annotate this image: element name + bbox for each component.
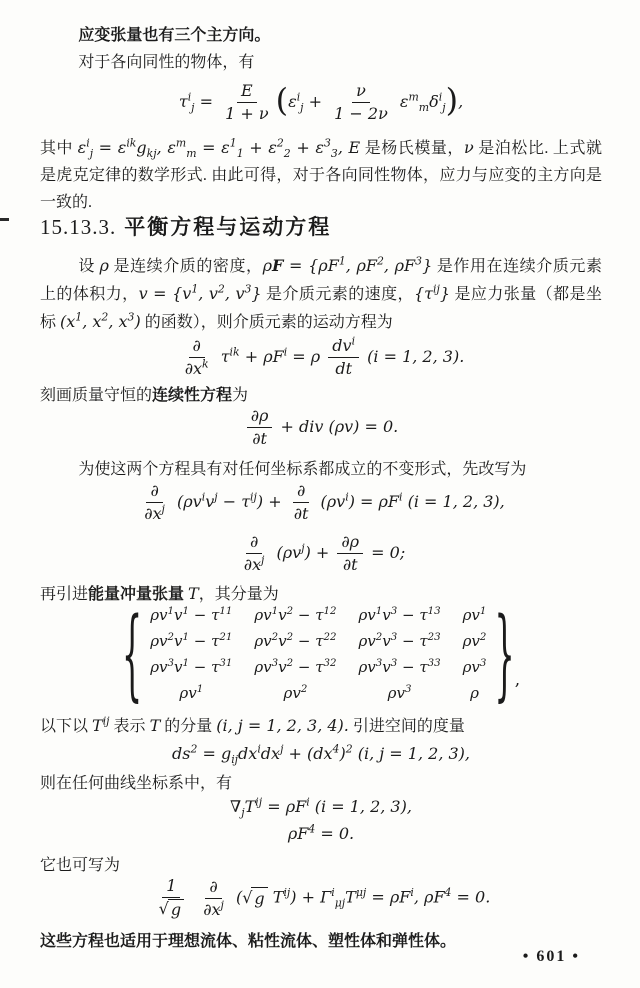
scan-artifact — [0, 218, 9, 221]
formula: 1 √ g $\frac{\partial}{\partial x^j}$ ( √ g $T^{ij}) + \Gamma^i_{\mu j}T^{\mu j} = \rho F^i$, $\rho F^4 = 0$. — [158, 876, 491, 919]
formula: $\tau^i_j$ = $\frac{E}{1 + \nu}$ ($\varepsilon^i_j$ + $\frac{\nu}{1 - 2\nu}$ $\varepsilon^m_m\delta^i_j$), — [178, 80, 464, 123]
matrix-cell: $\rho v^2$ — [283, 683, 308, 702]
para-continuity-equation-intro: 刻画质量守恒的连续性方程为 — [40, 387, 249, 404]
para-strain-principal-directions: 应变张量也有三个主方向。 — [78, 27, 271, 44]
matrix-cell: $\rho v^3v^3 - \tau^{33}$ — [358, 657, 441, 676]
matrix-grid — [150, 604, 486, 705]
equation-hooke-law — [40, 76, 602, 128]
matrix-cell: $\rho v^1v^2 - \tau^{12}$ — [254, 605, 337, 624]
matrix-cell: $\rho v^3v^2 - \tau^{32}$ — [254, 657, 337, 676]
equation-christoffel-form — [40, 874, 602, 922]
matrix-cell: $\rho v^1v^3 - \tau^{13}$ — [358, 605, 441, 624]
section-number: 15.13.3. — [40, 215, 117, 239]
formula: $\frac{\partial}{\partial x^k}$ $\tau^{ik} + \rho F^i = \rho$ $\frac{dv^i}{dt}$ (i = 1, 2, 3). — [184, 334, 465, 378]
matrix-right-brace: } — [494, 595, 515, 713]
matrix-cell: ρ — [470, 683, 479, 702]
matrix-cell: $\rho v^3v^1 - \tau^{31}$ — [150, 657, 233, 676]
formula: $\rho F^4 = 0$. — [287, 822, 355, 843]
matrix-cell: $\rho v^2v^1 - \tau^{21}$ — [150, 631, 233, 650]
equation-f4-zero — [40, 820, 602, 848]
matrix-cell: $\rho v^1v^1 - \tau^{11}$ — [150, 605, 233, 624]
formula: $\frac{\partial}{\partial x^j}$ $(\rho v^iv^j - \tau^{ij})$ + $\frac{\partial}{\partial t}$ $(\rho v^i) = \rho F^i$ (i = 1, 2, 3), — [144, 480, 505, 523]
para-continuum-setup: 设 ρ 是连续介质的密度，$\rho F = \{\rho F^1$, $\rho F^2$, $\rho F^3$} 是作用在连续介质元素上的体积力，$v = \{v^1$, $v^2$, $v^3$} 是介质元素的速度，$\{\tau^{ij}\}$ 是应力张量（都是坐标 ($x^1$, $x^2$, $x^3$) 的函数），则介质元素的运动方程为 — [40, 254, 602, 331]
para-curvilinear-coordinates: 则在任何曲线坐标系中，有 — [40, 775, 233, 792]
formula: $\frac{\partial\rho}{\partial t}$ + div (ρv) = 0. — [244, 406, 399, 449]
matrix-trailing-comma: , — [514, 670, 521, 690]
para-alternative-form: 它也可写为 — [40, 857, 121, 874]
para-hooke-explanation: 其中 $\varepsilon^i_j = \varepsilon^{ik}g_{kj}$, $\varepsilon^m_m = \varepsilon^1_1 + \varepsilon^2_2 + \varepsilon^3_3$, E 是杨氏模量，ν 是泊松比. 上式就是虎克定律的数学形式. 由此可得，对于各向同性物体，应力与应变的主方向是一致的. — [40, 136, 602, 211]
energy-momentum-tensor-matrix — [40, 595, 602, 713]
equation-spatial-metric — [40, 740, 602, 768]
para-invariant-form-intro: 为使这两个方程具有对任何坐标系都成立的不变形式，先改写为 — [78, 461, 527, 478]
section-heading — [40, 212, 602, 242]
formula: $\nabla_jT^{ij} = \rho F^i$ (i = 1, 2, 3), — [230, 795, 412, 820]
equation-continuity — [40, 404, 602, 450]
matrix-cell: $\rho v^1$ — [179, 683, 204, 702]
matrix-cell: $\rho v^3$ — [462, 657, 487, 676]
formula: $ds^2 = g_{ij}dx^idx^j + (dx^4)^2$ (i, j = 1, 2, 3), — [171, 742, 470, 767]
para-tensor-components-metric: 以下以 $T^{ij}$ 表示 T 的分量 (i, j = 1, 2, 3, 4). 引进空间的度量 — [40, 714, 465, 735]
para-isotropic-body: 对于各向同性的物体，有 — [78, 54, 255, 71]
matrix-cell: $\rho v^1$ — [462, 605, 487, 624]
para-applicability: 这些方程也适用于理想流体、粘性流体、塑性体和弹性体。 — [40, 933, 457, 950]
matrix-cell: $\rho v^2v^2 - \tau^{22}$ — [254, 631, 337, 650]
page-number: • 601 • — [522, 948, 580, 965]
matrix-left-brace: { — [121, 595, 143, 713]
matrix-cell: $\rho v^3$ — [387, 683, 412, 702]
formula: $\frac{\partial}{\partial x^j}$ $(\rho v^j)$ + $\frac{\partial\rho}{\partial t}$ = 0; — [243, 531, 406, 574]
equation-motion — [40, 334, 602, 380]
para-energy-momentum-tensor-intro: 再引进能量冲量张量 T，其分量为 — [40, 584, 279, 603]
equation-covariant-divergence — [40, 792, 602, 822]
section-title: 平衡方程与运动方程 — [124, 215, 332, 239]
matrix-cell: $\rho v^2$ — [462, 631, 487, 650]
matrix-cell: $\rho v^2v^3 - \tau^{23}$ — [358, 631, 441, 650]
